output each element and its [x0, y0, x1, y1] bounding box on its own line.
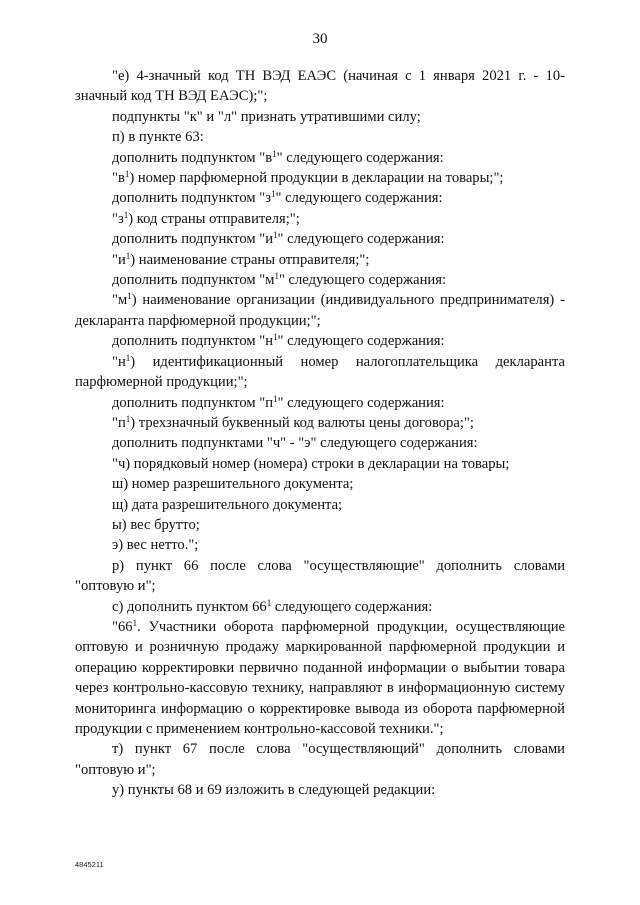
paragraph — [75, 331, 565, 351]
paragraph — [75, 780, 565, 800]
paragraph-text: "е) 4-значный код ТН ВЭД ЕАЭС (начиная с 1 января 2021 г. - 10-значный код ТН ВЭД ЕАЭС);"; — [75, 68, 565, 105]
paragraph-text: р) пункт 66 после слова "осуществляющие" дополнить словами "оптовую и"; — [75, 557, 565, 595]
paragraph-text: дополнить подпунктом "п — [112, 394, 274, 411]
paragraph — [75, 617, 565, 739]
page-number: 30 — [312, 31, 328, 47]
paragraph-text: "66 — [112, 618, 133, 635]
superscript: 1 — [124, 169, 130, 180]
paragraph-text: " следующего содержания: — [276, 149, 444, 166]
paragraph — [75, 393, 565, 413]
paragraph — [75, 454, 565, 474]
superscript: 1 — [125, 413, 131, 424]
paragraph-text: " следующего содержания: — [275, 190, 443, 207]
paragraph-text: дополнить подпунктом "з — [112, 190, 271, 207]
paragraph-text: дополнить подпунктом "н — [112, 333, 274, 350]
paragraph-text: т) пункт 67 после слова "осуществляющий" дополнить словами "оптовую и"; — [75, 741, 565, 778]
paragraph-text: " следующего содержания: — [277, 231, 445, 248]
paragraph — [75, 127, 565, 147]
paragraph — [75, 556, 565, 597]
paragraph — [75, 148, 565, 168]
paragraph-text: у) пункты 68 и 69 изложить в следующей редакции: — [112, 782, 436, 799]
paragraph-text: ) идентификационный номер налогоплательщика декларанта парфюмерной продукции;"; — [75, 353, 565, 391]
paragraph-text: " следующего содержания: — [277, 333, 445, 350]
paragraph-text: "и — [112, 251, 126, 268]
paragraph-text: "н — [112, 353, 126, 370]
paragraph — [75, 352, 565, 393]
superscript: 1 — [273, 332, 278, 343]
paragraph-text: с) дополнить пунктом 66 — [112, 598, 267, 615]
paragraph — [75, 229, 565, 249]
paragraph-text: " следующего содержания: — [277, 394, 445, 411]
paragraph — [75, 66, 565, 107]
paragraph-text: дополнить подпунктом "и — [112, 231, 274, 248]
paragraph-text: "п — [112, 414, 126, 431]
superscript: 1 — [270, 189, 276, 200]
paragraph-text: дополнить подпунктами "ч" - "э" следующего содержания: — [112, 435, 478, 452]
document-body — [75, 66, 565, 801]
paragraph-text: "м — [112, 292, 128, 309]
superscript: 1 — [125, 352, 131, 363]
paragraph-text: ) трехзначный буквенный код валюты цены договора;"; — [130, 414, 474, 431]
paragraph-text: " следующего содержания: — [278, 272, 446, 289]
paragraph-text: ) код страны отправителя;"; — [128, 210, 300, 227]
document-id: 4845211 — [75, 860, 104, 869]
paragraph-text: "ч) порядковый номер (номера) строки в декларации на товары; — [112, 455, 510, 472]
paragraph-text: дополнить подпунктом "в — [112, 149, 273, 166]
paragraph-text: "з — [112, 210, 124, 227]
paragraph — [75, 515, 565, 535]
paragraph-text: ) номер парфюмерной продукции в декларации на товары;"; — [129, 170, 504, 187]
paragraph-text: э) вес нетто."; — [112, 537, 199, 554]
paragraph — [75, 597, 565, 617]
superscript: 1 — [132, 617, 138, 628]
superscript: 1 — [272, 148, 277, 159]
paragraph — [75, 413, 565, 433]
paragraph — [75, 739, 565, 780]
paragraph — [75, 188, 565, 208]
superscript: 1 — [123, 209, 129, 220]
paragraph-text: ш) номер разрешительного документа; — [112, 476, 354, 493]
paragraph-text: ) наименование организации (индивидуального предпринимателя) - декларанта парфюмерной продукции;"; — [75, 292, 565, 329]
paragraph — [75, 270, 565, 290]
paragraph — [75, 433, 565, 453]
superscript: 1 — [273, 393, 278, 404]
superscript: 1 — [266, 597, 272, 608]
superscript: 1 — [274, 271, 279, 282]
paragraph — [75, 168, 565, 188]
paragraph-text: ) наименование страны отправителя;"; — [130, 251, 370, 268]
superscript: 1 — [273, 230, 278, 241]
paragraph-text: п) в пункте 63: — [112, 129, 204, 146]
paragraph — [75, 250, 565, 270]
paragraph-text: подпункты "к" и "л" признать утратившими силу; — [112, 108, 421, 125]
paragraph — [75, 495, 565, 515]
superscript: 1 — [127, 291, 132, 302]
paragraph-text: ы) вес брутто; — [112, 516, 200, 533]
paragraph — [75, 474, 565, 494]
paragraph — [75, 107, 565, 127]
paragraph-text: "в — [112, 170, 125, 187]
paragraph-text: следующего содержания: — [271, 598, 433, 615]
paragraph — [75, 209, 565, 229]
superscript: 1 — [125, 250, 131, 261]
paragraph — [75, 290, 565, 331]
paragraph-text: . Участники оборота парфюмерной продукции, осуществляющие оптовую и розничную продажу маркированной парфюмерной продукции и операцию корректировки первично поданной информации о выбытии товара через контрольно-кассовую технику, направляют в информационную систему мониторинга информацию о корректировке вывода из оборота парфюмерной продукции с применением контрольно-кассовой техники."; — [75, 618, 565, 737]
paragraph — [75, 535, 565, 555]
paragraph-text: дополнить подпунктом "м — [112, 272, 275, 289]
paragraph-text: щ) дата разрешительного документа; — [112, 496, 343, 513]
